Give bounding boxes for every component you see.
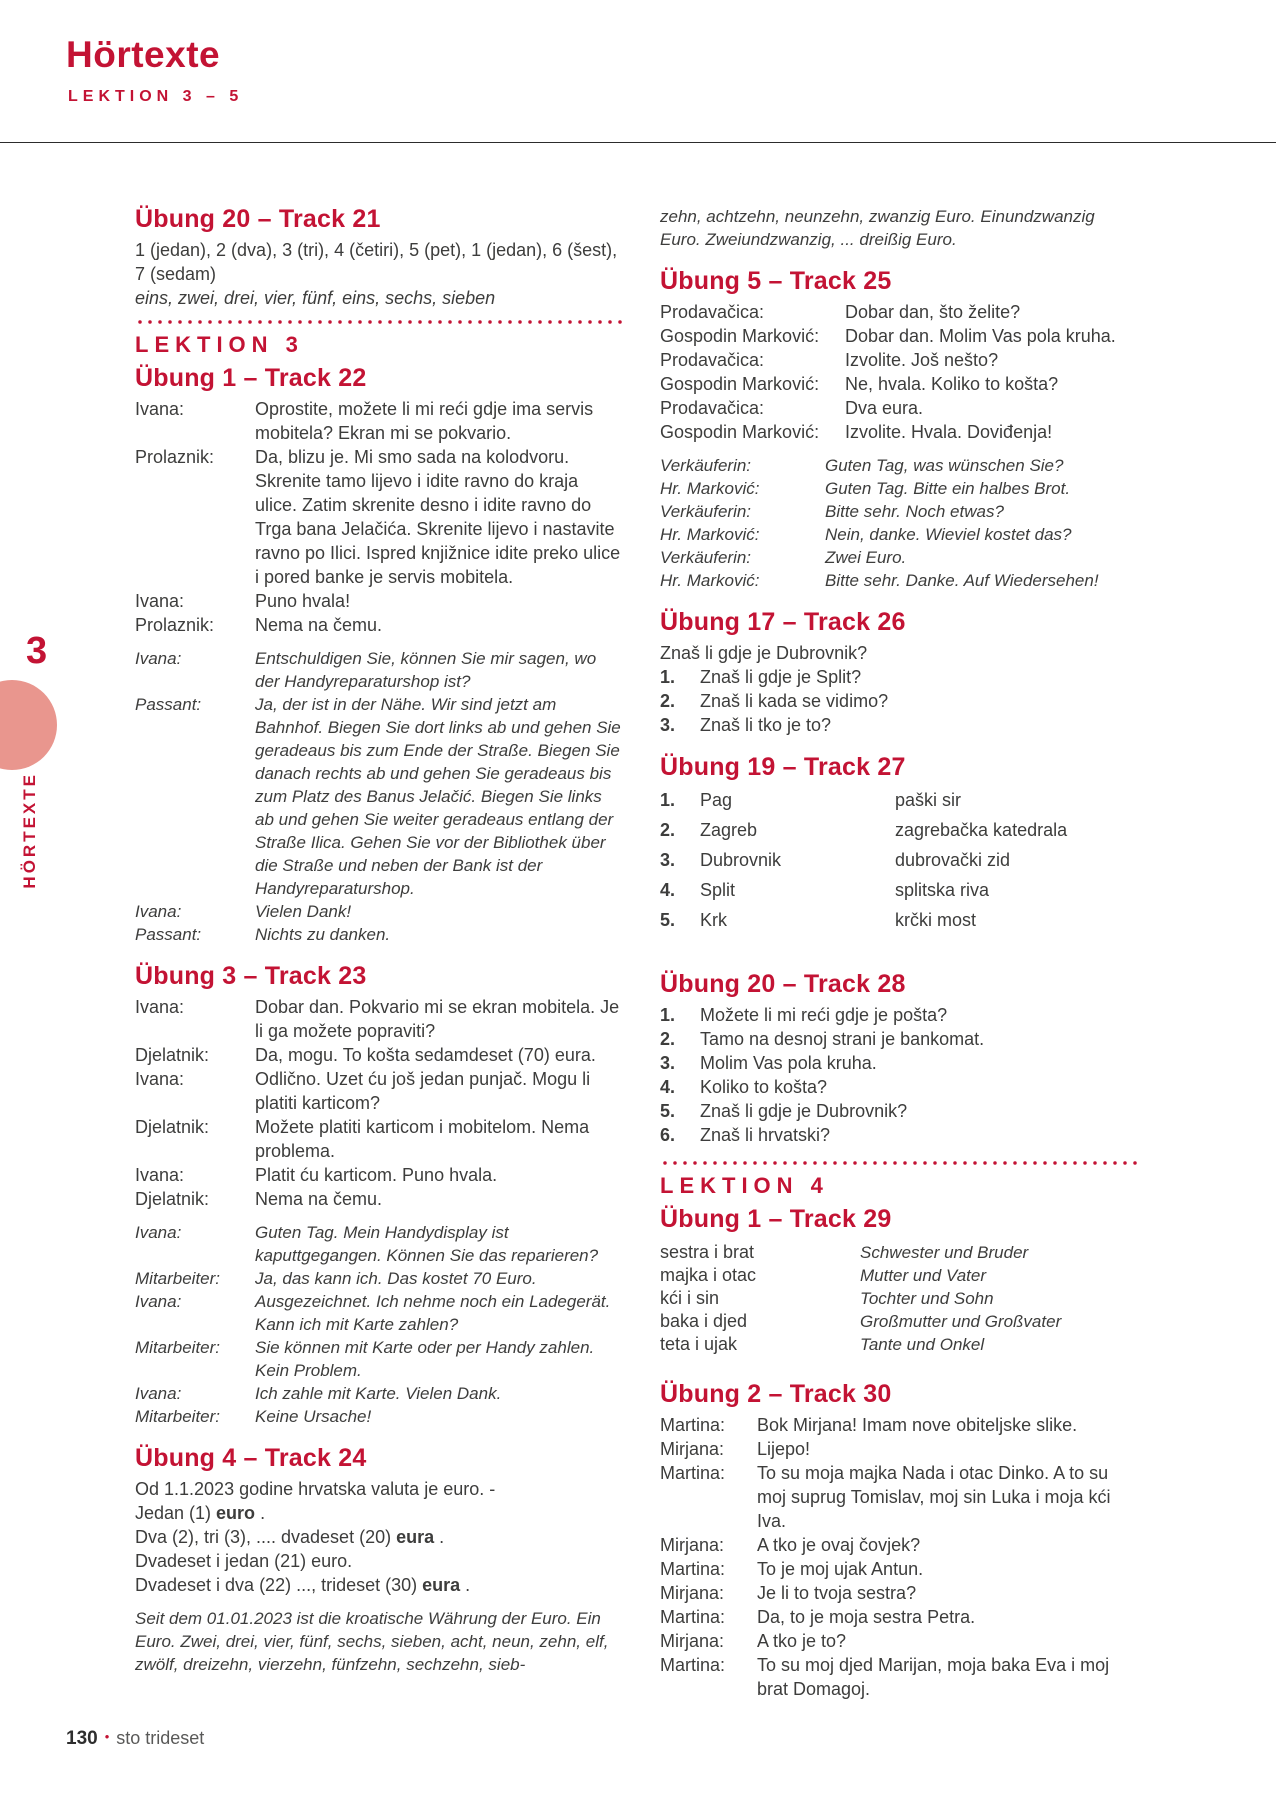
speech-text: Nein, danke. Wieviel kostet das? [825,525,1072,544]
landmark-name: splitska riva [895,880,990,900]
speech-text: A tko je ovaj čovjek? [757,1535,921,1555]
speech-text: Guten Tag, was wünschen Sie? [825,456,1064,475]
item-number: 3. [660,850,676,870]
speech-text: Ja, der ist in der Nähe. Wir sind jetzt am Bahnhof. Biegen Sie dort links ab und gehen Sie geradeaus bis zum Ende der Straße. Biegen Sie danach rechts ab und gehen Sie geradeaus bis zum Platz des Banus Jelačić. Biegen Sie links ab und gehen Sie weiter geradeaus entlang der Straße Ilica. Gehen Sie vor der Bibliothek über die Straße und neben der Bank ist der Handyreparaturshop. [255,695,621,898]
item-text: Znaš li hrvatski? [700,1125,831,1145]
heading-lektion-3: LEKTION 3 [135,332,304,357]
speech-text: Je li to tvoja sestra? [757,1583,917,1603]
dialog-line [660,1461,1140,1533]
speaker-label: Gospodin Marković: [660,422,820,442]
speech-text: Da, mogu. To košta sedamdeset (70) eura. [255,1045,596,1065]
dialog-line [660,420,1140,444]
dialog-line [660,1653,1140,1701]
uebung-20-track-21-body [135,238,625,310]
numbered-item [660,1003,1140,1027]
speech-text: Ne, hvala. Koliko to košta? [845,374,1059,394]
page-subtitle: LEKTION 3 – 5 [68,88,244,105]
speech-text: Nema na čemu. [255,1189,383,1209]
dialog-german [135,1221,625,1428]
speech-text: Izvolite. Hvala. Doviđenja! [845,422,1053,442]
speech-text: Odlično. Uzet ću još jedan punjač. Mogu li platiti karticom? [255,1069,591,1113]
speech-text: Oprostite, možete li mi reći gdje ima servis mobitela? Ekran mi se pokvario. [255,399,594,443]
text-segment: Jedan (1) [135,1503,217,1523]
text-line [135,1501,625,1525]
speech-text: Da, blizu je. Mi smo sada na kolodvoru. Skrenite tamo lijevo i idite ravno do kraja ulice. Zatim skrenite desno i idite ravno do Trga bana Jelačića. Skrenite lijevo i nastavite ravno po Ilici. Ispred knjižnice idite preko ulice i pored banke je servis mobitela. [255,447,621,587]
dialog-line [660,454,1140,477]
speaker-label: Gospodin Marković: [660,374,820,394]
text-line: eins, zwei, drei, vier, fünf, eins, sechs, sieben [135,288,496,308]
dialog-line [660,1413,1140,1437]
speech-text: Dobar dan. Pokvario mi se ekran mobitela. Je li ga možete popraviti? [255,997,620,1041]
speaker-label: Ivana: [135,902,182,921]
chapter-number: 3 [26,630,48,672]
speech-text: Keine Ursache! [255,1407,372,1426]
item-number: 6. [660,1125,676,1145]
item-number: 5. [660,1101,676,1121]
left-column [135,205,625,1676]
dialog-line [135,900,625,923]
speaker-label: Gospodin Marković: [660,326,820,346]
dialog-german [660,454,1140,592]
dialog-line [660,523,1140,546]
german-term: Großmutter und Großvater [860,1312,1062,1331]
numbered-item [660,1075,1140,1099]
item-text: Znaš li tko je to? [700,715,832,735]
speaker-label: Ivana: [135,649,182,668]
decorative-circle [0,680,57,770]
heading-uebung-19-track-27: Übung 19 – Track 27 [660,753,906,781]
speech-text: Ich zahle mit Karte. Vielen Dank. [255,1384,502,1403]
speaker-label: Prolaznik: [135,447,215,467]
item-number: 2. [660,1029,676,1049]
croatian-term: kći i sin [660,1288,720,1308]
item-number: 2. [660,691,676,711]
heading-uebung-20-track-21: Übung 20 – Track 21 [135,205,381,233]
german-note: Seit dem 01.01.2023 ist die kroatische Währung der Euro. Ein Euro. Zwei, drei, vier, fünf, sechs, sieben, acht, neun, zehn, elf, zwölf, dreizehn, vierzehn, fünfzehn, sechzehn, sieb- [135,1609,609,1674]
numbered-item [660,1051,1140,1075]
text-line [135,1573,625,1597]
speech-text: Dobar dan. Molim Vas pola kruha. [845,326,1116,346]
numbered-item [660,1123,1140,1147]
text-segment: Od 1.1.2023 godine hrvatska valuta je euro. - [135,1479,496,1499]
place-landmark-row [660,846,1140,874]
speech-text: Možete platiti karticom i mobitelom. Nema problema. [255,1117,590,1161]
speech-text: A tko je to? [757,1631,847,1651]
german-continuation: zehn, achtzehn, neunzehn, zwanzig Euro. Einundzwanzig Euro. Zweiundzwanzig, ... dreißig Euro. [660,207,1095,249]
page-footer [66,1728,204,1750]
numbered-item [660,689,1140,713]
numbered-item [660,1027,1140,1051]
item-text: Znaš li gdje je Split? [700,667,862,687]
croatian-term: majka i otac [660,1265,757,1285]
heading-uebung-5-track-25: Übung 5 – Track 25 [660,267,892,295]
speech-text: Da, to je moja sestra Petra. [757,1607,976,1627]
right-column [660,205,1140,1701]
dialog-line [135,1290,625,1336]
speaker-label: Verkäuferin: [660,548,752,567]
dialog-line [660,1557,1140,1581]
speaker-label: Martina: [660,1655,726,1675]
dialog-line [135,1405,625,1428]
numbered-list [660,1003,1140,1147]
speaker-label: Mitarbeiter: [135,1269,221,1288]
place-landmark-row [660,786,1140,814]
landmark-name: krčki most [895,910,976,930]
text-segment: eura [422,1575,461,1595]
speech-text: Guten Tag. Bitte ein halbes Brot. [825,479,1071,498]
word-pair-row [660,1241,1140,1264]
speaker-label: Mirjana: [660,1439,725,1459]
speaker-label: Hr. Marković: [660,479,760,498]
speaker-label: Prodavačica: [660,302,765,322]
german-term: Tochter und Sohn [860,1289,994,1308]
text-line [135,1525,625,1549]
german-term: Tante und Onkel [860,1335,985,1354]
dialog-line [135,923,625,946]
numbered-list [660,665,1140,737]
dialog-line [660,1605,1140,1629]
speech-text: To su moj djed Marijan, moja baka Eva i moj brat Domagoj. [757,1655,1110,1699]
sidebar-vertical-label: HÖRTEXTE [20,772,39,889]
speaker-label: Mirjana: [660,1631,725,1651]
page-number: 130 [66,1728,98,1749]
item-number: 3. [660,1053,676,1073]
heading-uebung-1-track-29: Übung 1 – Track 29 [660,1205,892,1233]
speech-text: Izvolite. Još nešto? [845,350,999,370]
heading-uebung-2-track-30: Übung 2 – Track 30 [660,1380,892,1408]
dialog-croatian [135,397,625,637]
dialog-line [660,1533,1140,1557]
header-rule [0,142,1276,143]
speech-text: Dva eura. [845,398,924,418]
dialog-line [135,589,625,613]
item-number: 1. [660,1005,676,1025]
german-term: Mutter und Vater [860,1266,986,1285]
dialog-croatian [135,995,625,1211]
place-landmark-row [660,816,1140,844]
heading-uebung-3-track-23: Übung 3 – Track 23 [135,962,367,990]
numbered-item [660,713,1140,737]
speaker-label: Ivana: [135,1165,185,1185]
speech-text: Bok Mirjana! Imam nove obiteljske slike. [757,1415,1078,1435]
speaker-label: Mitarbeiter: [135,1407,221,1426]
dialog-line [135,1382,625,1405]
dialog-line [135,1336,625,1382]
item-number: 1. [660,790,676,810]
item-number: 5. [660,910,676,930]
item-number: 4. [660,880,676,900]
speaker-label: Passant: [135,925,202,944]
item-text: Možete li mi reći gdje je pošta? [700,1005,948,1025]
dialog-line [135,1043,625,1067]
item-number: 1. [660,667,676,687]
dialog-line [135,1115,625,1163]
landmark-name: paški sir [895,790,962,810]
dialog-line [660,477,1140,500]
item-text: Koliko to košta? [700,1077,828,1097]
heading-uebung-4-track-24: Übung 4 – Track 24 [135,1444,367,1472]
speaker-label: Martina: [660,1559,726,1579]
item-text: Znaš li gdje je Dubrovnik? [700,1101,908,1121]
dialog-line [135,397,625,445]
dialog-line [135,995,625,1043]
word-pairs-list [660,1241,1140,1356]
dialog-line [135,693,625,900]
place-landmark-list [660,786,1140,934]
croatian-term: baka i djed [660,1311,748,1331]
text-segment: . [465,1575,471,1595]
item-text: Znaš li kada se vidimo? [700,691,889,711]
place-name: Krk [700,910,727,930]
dialog-line [660,1581,1140,1605]
speech-text: Zwei Euro. [825,548,907,567]
speaker-label: Ivana: [135,1223,182,1242]
item-text: Molim Vas pola kruha. [700,1053,877,1073]
landmark-name: zagrebačka katedrala [895,820,1068,840]
item-text: Tamo na desnoj strani je bankomat. [700,1029,985,1049]
speaker-label: Prodavačica: [660,350,765,370]
speech-text: Nichts zu danken. [255,925,391,944]
dialog-line [660,546,1140,569]
speech-text: Ja, das kann ich. Das kostet 70 Euro. [255,1269,537,1288]
word-pair-row [660,1310,1140,1333]
text-segment: . [260,1503,266,1523]
dialog-line [135,613,625,637]
place-landmark-row [660,906,1140,934]
item-number: 2. [660,820,676,840]
speech-text: Bitte sehr. Danke. Auf Wiedersehen! [825,571,1099,590]
dialog-line [660,324,1140,348]
word-pair-row [660,1287,1140,1310]
speech-text: To je moj ujak Antun. [757,1559,924,1579]
text-segment: . [439,1527,445,1547]
speaker-label: Mirjana: [660,1583,725,1603]
dialog-line [660,1437,1140,1461]
speaker-label: Djelatnik: [135,1189,210,1209]
dialog-line [660,569,1140,592]
text-line [135,1549,625,1573]
dialog-line [135,1163,625,1187]
speaker-label: Verkäuferin: [660,456,752,475]
speaker-label: Ivana: [135,997,185,1017]
dialog-line [660,300,1140,324]
text-line: 1 (jedan), 2 (dva), 3 (tri), 4 (četiri), 5 (pet), 1 (jedan), 6 (šest), 7 (sedam) [135,240,618,284]
speaker-label: Mirjana: [660,1535,725,1555]
footer-separator-dot: • [104,1729,110,1744]
speech-text: Bitte sehr. Noch etwas? [825,502,1004,521]
dialog-line [660,1629,1140,1653]
speaker-label: Martina: [660,1463,726,1483]
dialog-line [135,1267,625,1290]
dialog-croatian [660,300,1140,444]
speaker-label: Ivana: [135,1292,182,1311]
numbered-item [660,665,1140,689]
speaker-label: Prodavačica: [660,398,765,418]
uebung-4-body [135,1477,625,1597]
speech-text: Puno hvala! [255,591,351,611]
speaker-label: Prolaznik: [135,615,215,635]
dialog-croatian [660,1413,1140,1701]
dialog-line [135,1187,625,1211]
speaker-label: Hr. Marković: [660,571,760,590]
heading-lektion-4: LEKTION 4 [660,1173,829,1198]
speaker-label: Ivana: [135,591,185,611]
text-segment: Dvadeset i dva (22) ..., trideset (30) [135,1575,423,1595]
speech-text: Nema na čemu. [255,615,383,635]
speaker-label: Djelatnik: [135,1045,210,1065]
dialog-german [135,647,625,946]
landmark-name: dubrovački zid [895,850,1011,870]
place-name: Zagreb [700,820,758,840]
page-number-words: sto trideset [116,1728,205,1748]
croatian-term: sestra i brat [660,1242,755,1262]
numbered-item [660,1099,1140,1123]
dialog-line [135,445,625,589]
page-title: Hörtexte [66,34,221,75]
text-segment: Dvadeset i jedan (21) euro. [135,1551,353,1571]
dialog-line [135,1067,625,1115]
word-pair-row [660,1264,1140,1287]
speaker-label: Passant: [135,695,202,714]
text-line [135,1477,625,1501]
speech-text: Vielen Dank! [255,902,352,921]
speaker-label: Djelatnik: [135,1117,210,1137]
speech-text: Lijepo! [757,1439,811,1459]
speech-text: Ausgezeichnet. Ich nehme noch ein Ladegerät. Kann ich mit Karte zahlen? [255,1292,611,1334]
dotted-divider [660,1161,1140,1165]
dialog-line [660,396,1140,420]
heading-uebung-1-track-22: Übung 1 – Track 22 [135,364,367,392]
speech-text: Sie können mit Karte oder per Handy zahlen. Kein Problem. [255,1338,595,1380]
speaker-label: Martina: [660,1415,726,1435]
speaker-label: Mitarbeiter: [135,1338,221,1357]
speaker-label: Ivana: [135,399,185,419]
text-segment: eura [396,1527,435,1547]
speech-text: To su moja majka Nada i otac Dinko. A to su moj suprug Tomislav, moj sin Luka i moja kći Iva. [757,1463,1111,1531]
item-number: 4. [660,1077,676,1097]
place-landmark-row [660,876,1140,904]
speaker-label: Martina: [660,1607,726,1627]
speaker-label: Ivana: [135,1069,185,1089]
word-pair-row [660,1333,1140,1356]
place-name: Split [700,880,736,900]
text-segment: Dva (2), tri (3), .... dvadeset (20) [135,1527,397,1547]
speech-text: Dobar dan, što želite? [845,302,1021,322]
dialog-line [660,348,1140,372]
heading-uebung-17-track-26: Übung 17 – Track 26 [660,608,906,636]
dialog-line [135,1221,625,1267]
place-name: Dubrovnik [700,850,782,870]
speech-text: Guten Tag. Mein Handydisplay ist kaputtgegangen. Können Sie das reparieren? [255,1223,599,1265]
german-term: Schwester und Bruder [860,1243,1029,1262]
speaker-label: Hr. Marković: [660,525,760,544]
content-columns [135,205,1140,1701]
dialog-line [135,647,625,693]
heading-uebung-20-track-28: Übung 20 – Track 28 [660,970,906,998]
speech-text: Platit ću karticom. Puno hvala. [255,1165,498,1185]
place-name: Pag [700,790,733,810]
uebung-17-intro: Znaš li gdje je Dubrovnik? [660,643,868,663]
speaker-label: Ivana: [135,1384,182,1403]
croatian-term: teta i ujak [660,1334,738,1354]
text-segment: euro [216,1503,256,1523]
dialog-line [660,372,1140,396]
dialog-line [660,500,1140,523]
speaker-label: Verkäuferin: [660,502,752,521]
item-number: 3. [660,715,676,735]
speech-text: Entschuldigen Sie, können Sie mir sagen, wo der Handyreparaturshop ist? [255,649,597,691]
dotted-divider [135,320,625,324]
